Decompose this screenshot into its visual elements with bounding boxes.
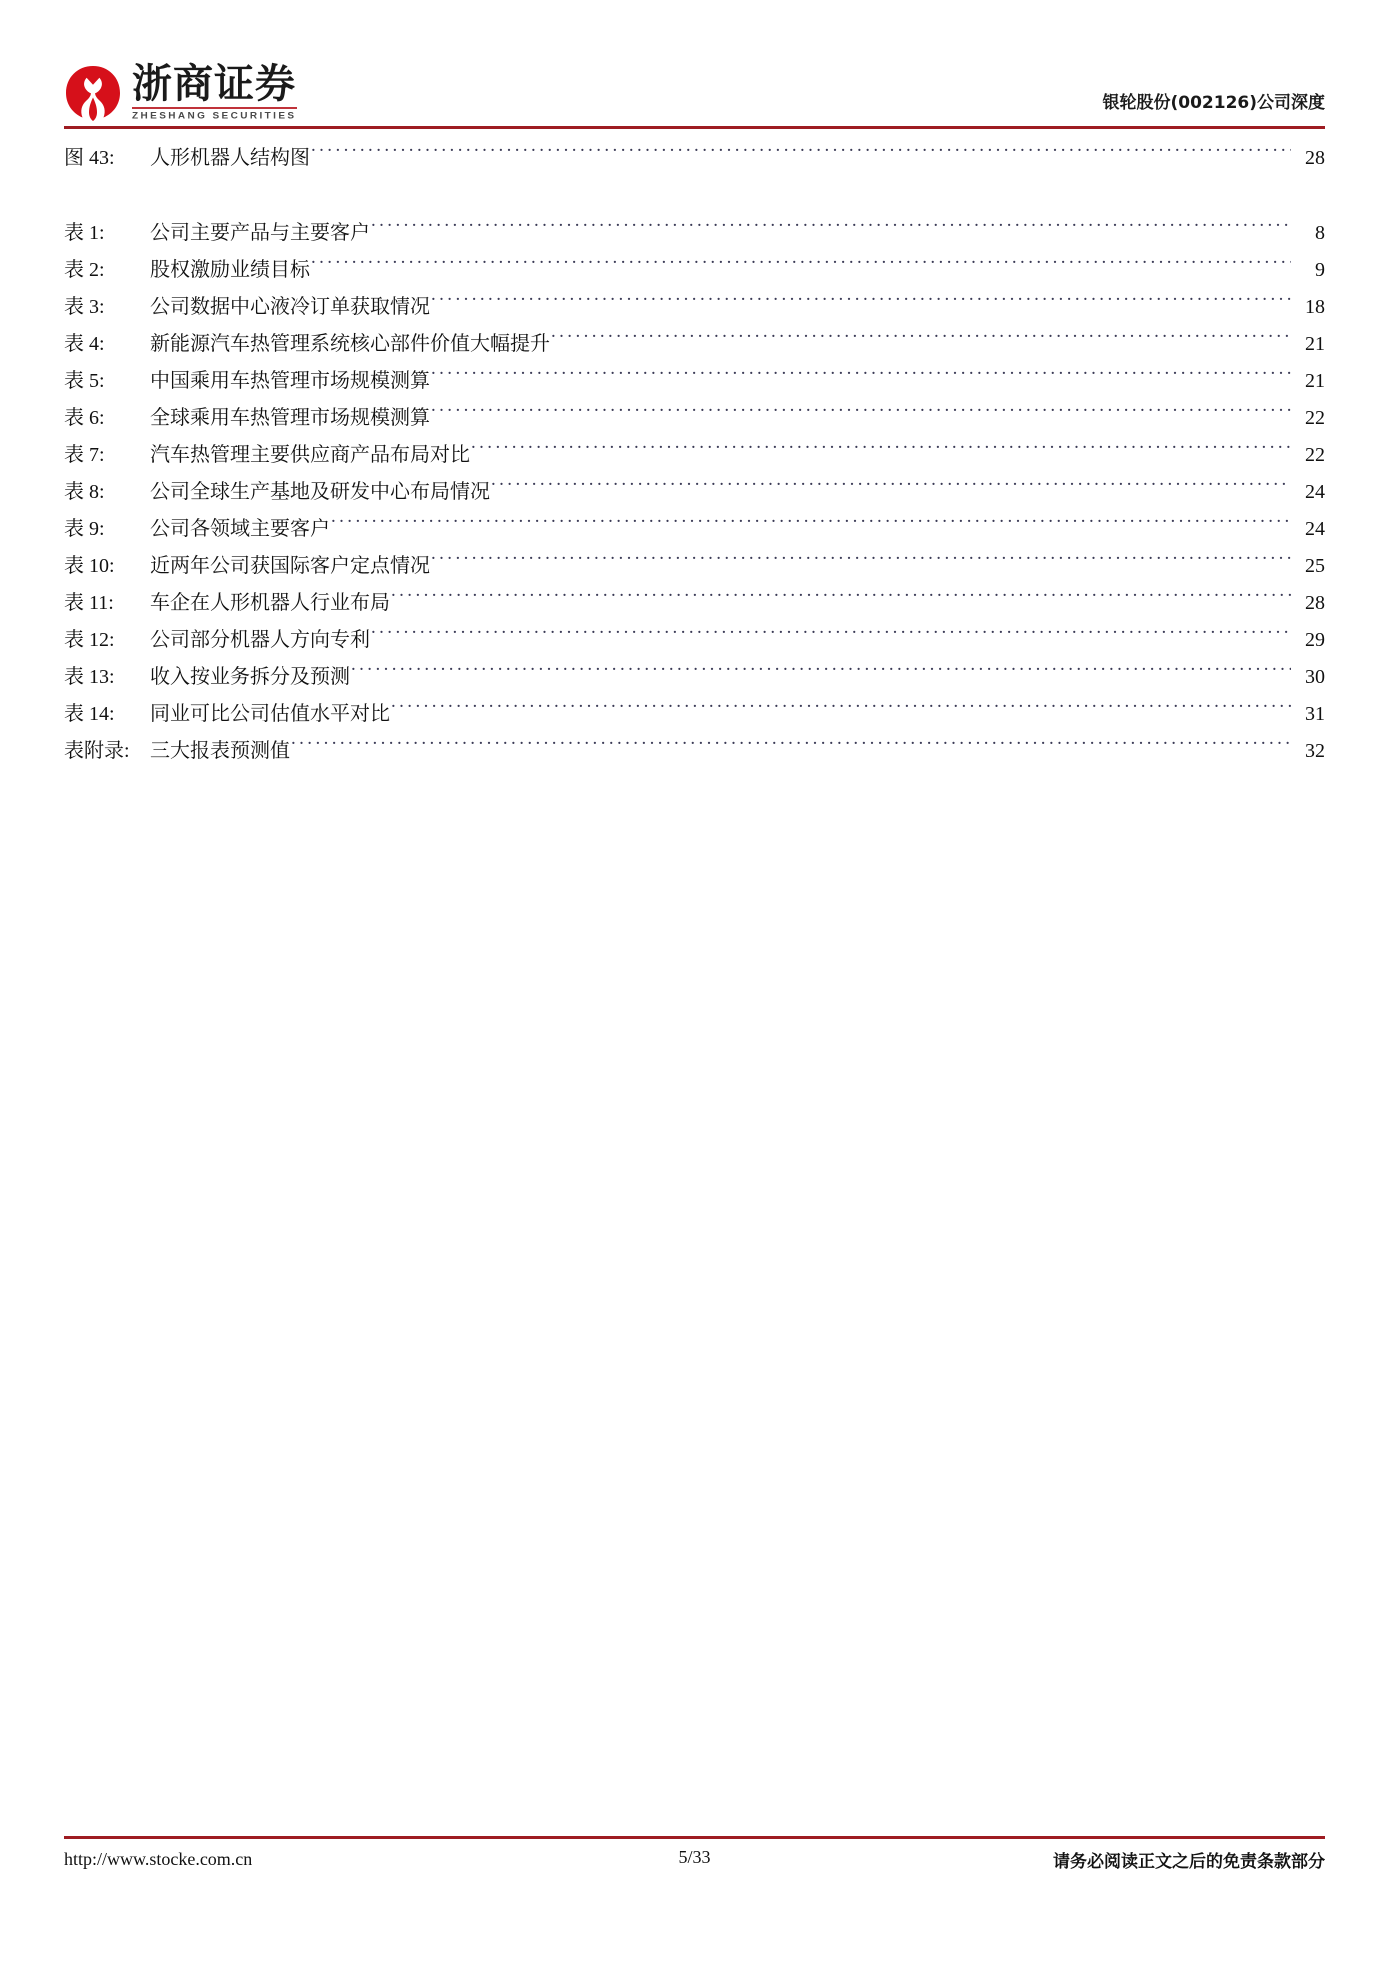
toc-table-page-number: 28 <box>1305 592 1325 614</box>
toc-table-title: 中国乘用车热管理市场规模测算 <box>150 370 430 392</box>
zheshang-logo-mark-icon <box>64 64 122 122</box>
brand-name-en: ZHESHANG SECURITIES <box>132 111 297 122</box>
toc-entry[interactable] <box>64 474 1325 511</box>
toc-table-label: 表 10: <box>64 555 115 577</box>
toc-figure-page-number: 28 <box>1305 147 1325 169</box>
toc-table-page-number: 18 <box>1305 296 1325 318</box>
toc-dot-leader <box>351 663 1291 683</box>
footer-url[interactable]: http://www.stocke.com.cn <box>64 1849 253 1869</box>
page-footer <box>64 1836 1325 1872</box>
toc-entry[interactable] <box>64 289 1325 326</box>
toc-dot-leader <box>431 367 1291 387</box>
toc-table-page-number: 24 <box>1305 518 1325 540</box>
toc-dot-leader <box>491 478 1291 498</box>
toc-dot-leader <box>371 219 1291 239</box>
brand-logo <box>64 58 297 122</box>
toc-table-label: 表 2: <box>64 259 105 281</box>
toc-table-label: 表 3: <box>64 296 105 318</box>
toc-table-label: 表 13: <box>64 666 115 688</box>
toc-table-title: 公司各领域主要客户 <box>150 518 330 540</box>
toc-table-title: 车企在人形机器人行业布局 <box>150 592 390 614</box>
toc-table-page-number: 32 <box>1305 740 1325 762</box>
toc-table-page-number: 8 <box>1315 222 1325 244</box>
table-of-contents <box>64 140 1325 770</box>
toc-dot-leader <box>371 626 1291 646</box>
toc-figure-label: 图 43: <box>64 147 115 169</box>
toc-table-title: 公司全球生产基地及研发中心布局情况 <box>150 481 490 503</box>
toc-dot-leader <box>291 737 1291 757</box>
toc-dot-leader <box>431 293 1291 313</box>
toc-dot-leader <box>391 700 1291 720</box>
toc-table-title: 公司数据中心液冷订单获取情况 <box>150 296 430 318</box>
toc-dot-leader <box>311 144 1291 164</box>
toc-table-label: 表 6: <box>64 407 105 429</box>
toc-entry[interactable] <box>64 437 1325 474</box>
toc-figure-group <box>64 140 1325 177</box>
report-title: 银轮股份(002126)公司深度 <box>1102 93 1325 113</box>
footer-disclaimer: 请务必阅读正文之后的免责条款部分 <box>1053 1852 1325 1872</box>
toc-table-label: 表 12: <box>64 629 115 651</box>
brand-wordmark <box>132 62 297 122</box>
toc-table-title: 汽车热管理主要供应商产品布局对比 <box>150 444 470 466</box>
brand-underline <box>132 107 297 109</box>
page-header <box>0 0 1389 136</box>
brand-name-cn: 浙商证券 <box>132 61 296 107</box>
toc-table-label: 表 7: <box>64 444 105 466</box>
toc-dot-leader <box>311 256 1291 276</box>
toc-table-page-number: 25 <box>1305 555 1325 577</box>
toc-entry[interactable] <box>64 326 1325 363</box>
toc-entry[interactable] <box>64 659 1325 696</box>
toc-table-title: 同业可比公司估值水平对比 <box>150 703 390 725</box>
toc-entry[interactable] <box>64 548 1325 585</box>
toc-table-title: 新能源汽车热管理系统核心部件价值大幅提升 <box>150 333 550 355</box>
footer-row <box>64 1847 1325 1872</box>
toc-table-label: 表 11: <box>64 592 114 614</box>
toc-table-title: 公司主要产品与主要客户 <box>150 222 370 244</box>
toc-table-title: 收入按业务拆分及预测 <box>150 666 350 688</box>
toc-entry[interactable] <box>64 585 1325 622</box>
toc-entry[interactable] <box>64 733 1325 770</box>
toc-table-page-number: 31 <box>1305 703 1325 725</box>
toc-entry[interactable] <box>64 622 1325 659</box>
toc-dot-leader <box>471 441 1291 461</box>
toc-dot-leader <box>431 404 1291 424</box>
toc-table-page-number: 22 <box>1305 407 1325 429</box>
toc-table-label: 表 5: <box>64 370 105 392</box>
header-divider <box>64 126 1325 129</box>
toc-table-page-number: 24 <box>1305 481 1325 503</box>
toc-table-title: 近两年公司获国际客户定点情况 <box>150 555 430 577</box>
toc-table-label: 表 14: <box>64 703 115 725</box>
toc-table-label: 表附录: <box>64 740 130 762</box>
toc-table-page-number: 29 <box>1305 629 1325 651</box>
toc-dot-leader <box>551 330 1291 350</box>
toc-entry[interactable] <box>64 696 1325 733</box>
toc-table-group <box>64 215 1325 770</box>
toc-dot-leader <box>431 552 1291 572</box>
toc-entry[interactable] <box>64 511 1325 548</box>
toc-entry[interactable] <box>64 140 1325 177</box>
toc-table-title: 股权激励业绩目标 <box>150 259 310 281</box>
toc-entry[interactable] <box>64 400 1325 437</box>
toc-table-title: 三大报表预测值 <box>150 740 290 762</box>
toc-table-title: 全球乘用车热管理市场规模测算 <box>150 407 430 429</box>
toc-table-label: 表 9: <box>64 518 105 540</box>
toc-table-page-number: 9 <box>1315 259 1325 281</box>
toc-table-label: 表 1: <box>64 222 105 244</box>
toc-table-label: 表 4: <box>64 333 105 355</box>
toc-section-gap <box>64 177 1325 215</box>
toc-table-title: 公司部分机器人方向专利 <box>150 629 370 651</box>
footer-divider <box>64 1836 1325 1839</box>
toc-dot-leader <box>331 515 1291 535</box>
toc-dot-leader <box>391 589 1291 609</box>
toc-table-label: 表 8: <box>64 481 105 503</box>
toc-table-page-number: 22 <box>1305 444 1325 466</box>
toc-table-page-number: 30 <box>1305 666 1325 688</box>
footer-page-number: 5/33 <box>678 1847 711 1867</box>
toc-entry[interactable] <box>64 215 1325 252</box>
toc-table-page-number: 21 <box>1305 370 1325 392</box>
toc-entry[interactable] <box>64 252 1325 289</box>
toc-figure-title: 人形机器人结构图 <box>150 147 310 169</box>
toc-table-page-number: 21 <box>1305 333 1325 355</box>
toc-entry[interactable] <box>64 363 1325 400</box>
